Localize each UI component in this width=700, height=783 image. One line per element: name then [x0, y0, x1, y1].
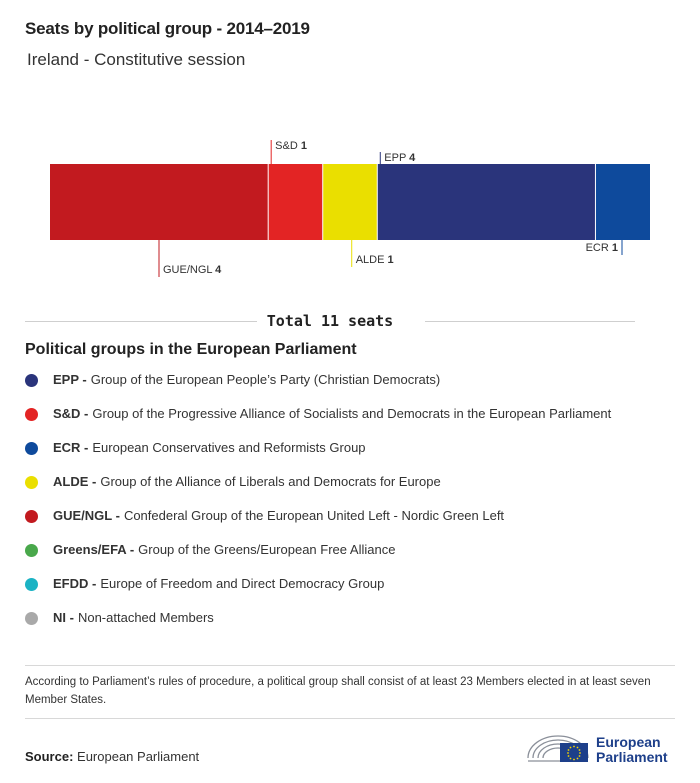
total-seats-text: Total 11 seats — [257, 312, 403, 330]
legend-abbr: ECR - — [53, 440, 89, 455]
legend-description: Non-attached Members — [77, 610, 214, 625]
footnote: According to Parliament’s rules of procedure, a political group shall consist of at least 23 Members elected in at least seven Member States. — [25, 676, 651, 706]
data-label-value: 4 — [215, 264, 222, 276]
legend-abbr: Greens/EFA - — [53, 542, 135, 557]
legend-item — [25, 607, 611, 641]
bar-segment-alde — [323, 164, 378, 240]
legend-item — [25, 573, 611, 607]
data-label-value: 4 — [409, 152, 416, 164]
data-label — [384, 152, 416, 164]
legend-description: Group of the European People’s Party (Christian Democrats) — [90, 372, 441, 387]
legend — [25, 369, 611, 641]
data-label — [356, 254, 394, 266]
data-label-group: S&D — [275, 140, 301, 152]
legend-dot-icon — [25, 442, 38, 455]
legend-description: Group of the Progressive Alliance of Socialists and Democrats in the European Parliament — [92, 406, 612, 421]
bar-segment-gue-ngl — [50, 164, 268, 240]
total-seats — [25, 310, 635, 334]
bar-segment-ecr — [595, 164, 650, 240]
data-label-group: ECR — [585, 242, 612, 254]
source — [25, 749, 199, 764]
source-label: Source: — [25, 749, 74, 764]
chart-subtitle: Ireland - Constitutive session — [27, 50, 246, 69]
legend-description: Group of the Greens/European Free Alliance — [138, 542, 396, 557]
parliament-hemicycle-icon — [526, 728, 592, 766]
legend-dot-icon — [25, 612, 38, 625]
logo-text-line: European — [596, 734, 661, 750]
logo-text — [596, 735, 668, 765]
legend-dot-icon — [25, 374, 38, 387]
data-label-group: GUE/NGL — [163, 264, 216, 276]
legend-description: Group of the Alliance of Liberals and Democrats for Europe — [100, 474, 441, 489]
legend-dot-icon — [25, 510, 38, 523]
logo-text-line: Parliament — [596, 749, 668, 765]
legend-item — [25, 369, 611, 403]
legend-abbr: EFDD - — [53, 576, 97, 591]
legend-item — [25, 539, 611, 573]
bar-segment-s-d — [268, 164, 323, 240]
legend-abbr: ALDE - — [53, 474, 97, 489]
legend-item — [25, 403, 611, 437]
legend-item — [25, 471, 611, 505]
legend-dot-icon — [25, 476, 38, 489]
data-label-group: ALDE — [355, 254, 388, 266]
stacked-seat-bar-chart — [0, 130, 700, 290]
data-label — [163, 264, 222, 276]
legend-abbr: EPP - — [53, 372, 87, 387]
data-label-value: 1 — [387, 254, 394, 266]
chart-title: Seats by political group - 2014–2019 — [25, 19, 310, 38]
source-value: European Parliament — [77, 749, 200, 764]
legend-title: Political groups in the European Parliament — [25, 341, 357, 358]
legend-description: European Conservatives and Reformists Group — [92, 440, 366, 455]
european-parliament-logo — [526, 728, 676, 768]
legend-description: Europe of Freedom and Direct Democracy Group — [100, 576, 385, 591]
data-label-value: 1 — [300, 140, 307, 152]
legend-dot-icon — [25, 578, 38, 591]
data-label — [586, 242, 618, 254]
legend-abbr: S&D - — [53, 406, 89, 421]
divider — [25, 718, 675, 719]
legend-description: Confederal Group of the European United Left - Nordic Green Left — [123, 508, 505, 523]
legend-abbr: GUE/NGL - — [53, 508, 120, 523]
legend-abbr: NI - — [53, 610, 74, 625]
legend-dot-icon — [25, 544, 38, 557]
data-label-value: 1 — [611, 242, 618, 254]
bar-segment-epp — [377, 164, 595, 240]
divider — [25, 665, 675, 666]
legend-dot-icon — [25, 408, 38, 421]
legend-item — [25, 437, 611, 471]
data-label-group: EPP — [384, 152, 410, 164]
data-label — [275, 140, 307, 152]
legend-item — [25, 505, 611, 539]
